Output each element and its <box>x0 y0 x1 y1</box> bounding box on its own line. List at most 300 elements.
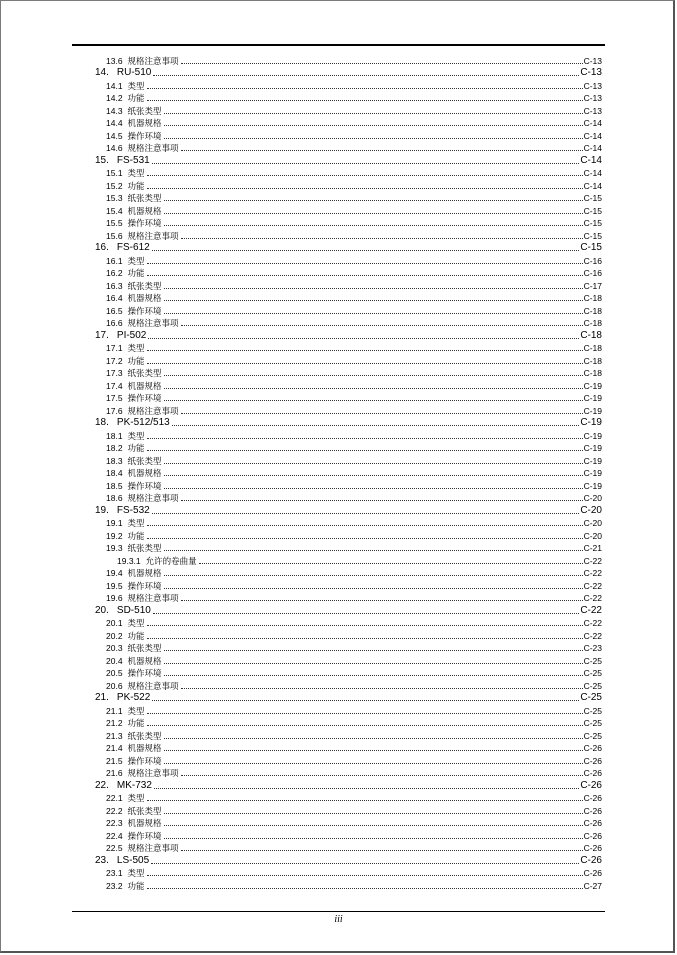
toc-section-entry[interactable] <box>95 104 602 117</box>
dot-leader <box>164 313 583 314</box>
dot-leader <box>147 263 583 264</box>
dot-leader <box>164 200 583 201</box>
toc-entry-page: C-15 <box>580 242 602 253</box>
toc-entry-number: 17.6 <box>106 405 123 416</box>
toc-entry-number: 20.3 <box>106 643 123 653</box>
toc-entry-number: 17.5 <box>106 393 123 403</box>
toc-section-entry[interactable] <box>95 879 602 892</box>
toc-entry-page: C-22 <box>583 618 602 628</box>
toc-entry-title: 纸张类型 <box>127 543 162 553</box>
toc-entry-number: 19.2 <box>106 530 123 541</box>
toc-chapter-entry[interactable] <box>95 242 602 255</box>
dot-leader <box>164 663 583 664</box>
toc-entry-number: 19.4 <box>106 568 123 578</box>
toc-chapter-entry[interactable] <box>95 154 602 167</box>
toc-entry-page: C-19 <box>583 405 602 416</box>
toc-entry-page: C-15 <box>583 230 602 241</box>
toc-section-entry[interactable] <box>95 217 602 230</box>
toc-entry-title: 操作环境 <box>127 393 162 403</box>
dot-leader <box>164 388 583 389</box>
toc-entry-number: 21.5 <box>106 755 123 766</box>
toc-entry-title: 类型 <box>127 255 145 266</box>
toc-section-entry[interactable] <box>95 267 602 280</box>
dot-leader <box>164 375 583 376</box>
toc-chapter-entry[interactable] <box>95 779 602 792</box>
toc-entry-title: 机器规格 <box>127 205 162 216</box>
toc-entry-title: RU-510 <box>116 67 152 78</box>
dot-leader <box>181 413 583 414</box>
toc-entry-page: C-21 <box>583 543 602 553</box>
toc-entry-page: C-15 <box>583 218 602 228</box>
toc-entry-page: C-14 <box>583 118 602 128</box>
toc-entry-page: C-13 <box>583 55 602 66</box>
toc-entry-title: 机器规格 <box>127 293 162 303</box>
toc-section-entry[interactable] <box>95 867 602 880</box>
toc-entry-title: PI-502 <box>116 329 147 341</box>
toc-section-entry[interactable] <box>95 567 602 580</box>
dot-leader <box>164 475 583 476</box>
dot-leader <box>151 863 579 864</box>
dot-leader <box>181 238 583 239</box>
dot-leader <box>164 575 583 576</box>
toc-entry-title: 功能 <box>127 718 145 728</box>
toc-entry-title: 纸张类型 <box>127 805 162 816</box>
toc-entry-page: C-19 <box>583 443 602 453</box>
dot-leader <box>164 763 583 764</box>
toc-entry-page: C-14 <box>583 168 602 178</box>
toc-entry-title: 纸张类型 <box>127 455 162 466</box>
toc-entry-title: 类型 <box>127 793 145 803</box>
toc-entry-number: 16.4 <box>106 293 123 303</box>
toc-entry-title: 允许的卷曲量 <box>145 555 197 566</box>
dot-leader <box>181 150 583 151</box>
toc-entry-title: 操作环境 <box>127 668 162 678</box>
dot-leader <box>181 688 583 689</box>
dot-leader <box>147 888 583 889</box>
toc-subsection-entry[interactable] <box>95 554 602 567</box>
toc-entry-number: 18. <box>95 417 109 428</box>
dot-leader <box>164 288 583 289</box>
toc-entry-title: 规格注意事项 <box>127 768 179 778</box>
dot-leader <box>181 63 583 64</box>
toc-entry-page: C-26 <box>583 768 602 778</box>
dot-leader <box>164 125 583 126</box>
toc-entry-page: C-26 <box>583 818 602 828</box>
toc-section-entry[interactable] <box>95 179 602 192</box>
dot-leader <box>147 363 583 364</box>
toc-section-entry[interactable] <box>95 254 602 267</box>
toc-entry-page: C-22 <box>583 580 602 591</box>
toc-section-entry[interactable] <box>95 804 602 817</box>
dot-leader <box>181 325 583 326</box>
toc-section-entry[interactable] <box>95 642 602 655</box>
toc-entry-number: 16. <box>95 242 109 253</box>
toc-entry-number: 22.2 <box>106 805 123 816</box>
toc-section-entry[interactable] <box>95 492 602 505</box>
toc-entry-title: 机器规格 <box>127 118 162 128</box>
toc-entry-number: 20.1 <box>106 618 123 628</box>
toc-entry-number: 15.5 <box>106 218 123 228</box>
dot-leader <box>147 275 583 276</box>
toc-section-entry[interactable] <box>95 729 602 742</box>
toc-entry-title: 类型 <box>127 430 145 441</box>
toc-entry-number: 17.4 <box>106 380 123 391</box>
toc-entry-number: 14.3 <box>106 105 123 116</box>
toc-entry-page: C-25 <box>583 730 602 741</box>
toc-entry-number: 22. <box>95 779 109 791</box>
toc-entry-page: C-20 <box>580 504 602 516</box>
toc-entry-page: C-16 <box>583 268 602 278</box>
toc-section-entry[interactable] <box>95 792 602 805</box>
dot-leader <box>147 88 583 89</box>
toc-entry-title: 纸张类型 <box>127 105 162 116</box>
dot-leader <box>147 350 583 351</box>
toc-entry-page: C-26 <box>583 755 602 766</box>
toc-entry-page: C-26 <box>583 743 602 753</box>
toc-entry-page: C-18 <box>583 355 602 366</box>
toc-entry-page: C-19 <box>580 417 602 428</box>
toc-entry-number: 20.5 <box>106 668 123 678</box>
toc-entry-number: 19. <box>95 504 109 516</box>
toc-section-entry[interactable] <box>95 367 602 380</box>
toc-entry-number: 22.3 <box>106 818 123 828</box>
toc-entry-number: 23.1 <box>106 868 123 878</box>
toc-section-entry[interactable] <box>95 404 602 417</box>
toc-section-entry[interactable] <box>95 142 602 155</box>
toc-entry-title: LS-505 <box>116 854 150 866</box>
toc-entry-title: 规格注意事项 <box>127 843 179 853</box>
toc-entry-title: 机器规格 <box>127 818 162 828</box>
toc-entry-page: C-22 <box>583 555 602 566</box>
toc-entry-page: C-20 <box>583 518 602 528</box>
dot-leader <box>164 738 583 739</box>
toc-entry-number: 22.1 <box>106 793 123 803</box>
dot-leader <box>164 750 583 751</box>
dot-leader <box>147 638 583 639</box>
toc-entry-title: 功能 <box>127 268 145 278</box>
toc-section-entry[interactable] <box>95 442 602 455</box>
toc-entry-page: C-18 <box>580 329 602 341</box>
toc-section-entry[interactable] <box>95 667 602 680</box>
toc-entry-page: C-23 <box>583 643 602 653</box>
toc-section-entry[interactable] <box>95 542 602 555</box>
dot-leader <box>164 675 583 676</box>
toc-entry-title: 功能 <box>127 355 145 366</box>
dot-leader <box>164 138 583 139</box>
dot-leader <box>147 800 583 801</box>
toc-entry-page: C-27 <box>583 880 602 891</box>
toc-entry-title: 操作环境 <box>127 218 162 228</box>
toc-entry-number: 20.4 <box>106 655 123 666</box>
toc-section-entry[interactable] <box>95 679 602 692</box>
toc-entry-title: 机器规格 <box>127 380 162 391</box>
toc-section-entry[interactable] <box>95 317 602 330</box>
dot-leader <box>147 450 583 451</box>
dot-leader <box>181 775 583 776</box>
toc-section-entry[interactable] <box>95 229 602 242</box>
toc-entry-title: FS-612 <box>116 242 150 253</box>
toc-entry-number: 13.6 <box>106 55 123 66</box>
toc-section-entry[interactable] <box>95 842 602 855</box>
dot-leader <box>147 713 583 714</box>
dot-leader <box>152 700 579 701</box>
dot-leader <box>152 513 580 514</box>
toc-entry-number: 14.6 <box>106 143 123 153</box>
toc-entry-title: 机器规格 <box>127 468 162 478</box>
dot-leader <box>164 225 583 226</box>
toc-entry-title: 纸张类型 <box>127 643 162 653</box>
toc-entry-page: C-22 <box>580 604 602 616</box>
toc-section-entry[interactable] <box>95 92 602 105</box>
toc-entry-page: C-13 <box>583 93 602 103</box>
page-number: iii <box>334 914 343 925</box>
toc-entry-title: PK-512/513 <box>116 417 170 428</box>
toc-section-entry[interactable] <box>95 379 602 392</box>
toc-section-entry[interactable] <box>95 292 602 305</box>
toc-entry-number: 15.6 <box>106 230 123 241</box>
toc-entry-page: C-26 <box>583 843 602 853</box>
toc-entry-title: 规格注意事项 <box>127 493 179 503</box>
toc-entry-number: 15.4 <box>106 205 123 216</box>
toc-entry-page: C-14 <box>583 130 602 141</box>
toc-entry-page: C-22 <box>583 568 602 578</box>
toc-entry-page: C-26 <box>583 805 602 816</box>
toc-entry-title: 类型 <box>127 518 145 528</box>
toc-entry-page: C-17 <box>583 280 602 291</box>
header-rule <box>72 44 605 46</box>
dot-leader <box>164 550 583 551</box>
toc-section-entry[interactable] <box>95 342 602 355</box>
toc-entry-title: 操作环境 <box>127 305 162 316</box>
toc-entry-title: 类型 <box>127 168 145 178</box>
toc-entry-number: 20.6 <box>106 680 123 691</box>
dot-leader <box>152 250 580 251</box>
toc-entry-title: 规格注意事项 <box>127 55 179 66</box>
toc-section-entry[interactable] <box>95 392 602 405</box>
toc-entry-title: 纸张类型 <box>127 730 162 741</box>
toc-entry-title: 功能 <box>127 880 145 891</box>
dot-leader <box>164 650 583 651</box>
toc-entry-page: C-19 <box>583 380 602 391</box>
dot-leader <box>164 300 583 301</box>
toc-entry-page: C-18 <box>583 293 602 303</box>
toc-section-entry[interactable] <box>95 429 602 442</box>
toc-entry-number: 19.3.1 <box>117 555 141 566</box>
toc-entry-title: FS-531 <box>116 154 150 166</box>
toc-entry-title: 机器规格 <box>127 655 162 666</box>
dot-leader <box>181 500 583 501</box>
toc-entry-title: 功能 <box>127 180 145 191</box>
dot-leader <box>164 113 583 114</box>
toc-entry-title: 操作环境 <box>127 580 162 591</box>
toc-entry-title: 操作环境 <box>127 755 162 766</box>
dot-leader <box>164 488 583 489</box>
dot-leader <box>164 838 583 839</box>
toc-chapter-entry[interactable] <box>95 504 602 517</box>
toc-entry-page: C-20 <box>583 493 602 503</box>
toc-entry-page: C-25 <box>583 705 602 716</box>
toc-entry-title: 操作环境 <box>127 130 162 141</box>
toc-section-entry[interactable] <box>95 517 602 530</box>
footer-rule <box>72 911 605 912</box>
toc-entry-number: 14. <box>95 67 109 78</box>
toc-section-entry[interactable] <box>95 592 602 605</box>
toc-section-entry[interactable] <box>95 192 602 205</box>
toc-entry-number: 14.1 <box>106 80 123 91</box>
toc-entry-title: 规格注意事项 <box>127 318 179 328</box>
toc-entry-page: C-20 <box>583 530 602 541</box>
toc-entry-title: 规格注意事项 <box>127 143 179 153</box>
dot-leader <box>199 563 583 564</box>
toc-entry-number: 23. <box>95 854 109 866</box>
toc-section-entry[interactable] <box>95 54 602 67</box>
toc-entry-title: 机器规格 <box>127 568 162 578</box>
toc-entry-title: 类型 <box>127 80 145 91</box>
toc-chapter-entry[interactable] <box>95 604 602 617</box>
dot-leader <box>164 463 583 464</box>
toc-entry-number: 19.3 <box>106 543 123 553</box>
toc-section-entry[interactable] <box>95 117 602 130</box>
dot-leader <box>147 538 583 539</box>
dot-leader <box>154 788 579 789</box>
toc-entry-page: C-14 <box>580 154 602 166</box>
toc-section-entry[interactable] <box>95 829 602 842</box>
toc-entry-title: SD-510 <box>116 604 151 616</box>
toc-entry-number: 16.2 <box>106 268 123 278</box>
toc-entry-title: 操作环境 <box>127 830 162 841</box>
dot-leader <box>153 613 580 614</box>
toc-entry-number: 15. <box>95 154 109 166</box>
toc-entry-title: 规格注意事项 <box>127 593 179 603</box>
toc-entry-number: 21.1 <box>106 705 123 716</box>
toc-section-entry[interactable] <box>95 767 602 780</box>
toc-entry-page: C-13 <box>583 80 602 91</box>
toc-entry-page: C-26 <box>580 779 602 791</box>
toc-chapter-entry[interactable] <box>95 67 602 80</box>
toc-entry-number: 19.1 <box>106 518 123 528</box>
toc-entry-page: C-26 <box>583 793 602 803</box>
toc-entry-number: 22.5 <box>106 843 123 853</box>
toc-entry-page: C-15 <box>583 193 602 203</box>
toc-entry-number: 19.5 <box>106 580 123 591</box>
toc-section-entry[interactable] <box>95 279 602 292</box>
toc-entry-number: 14.2 <box>106 93 123 103</box>
dot-leader <box>181 600 583 601</box>
toc-entry-page: C-19 <box>583 480 602 491</box>
toc-entry-number: 17.3 <box>106 368 123 378</box>
dot-leader <box>164 588 583 589</box>
dot-leader <box>147 438 583 439</box>
toc-chapter-entry[interactable] <box>95 854 602 867</box>
table-of-contents <box>95 54 602 892</box>
toc-entry-page: C-19 <box>583 393 602 403</box>
toc-section-entry[interactable] <box>95 629 602 642</box>
toc-entry-number: 15.2 <box>106 180 123 191</box>
toc-entry-page: C-14 <box>583 180 602 191</box>
toc-section-entry[interactable] <box>95 742 602 755</box>
dot-leader <box>148 338 579 339</box>
dot-leader <box>164 400 583 401</box>
toc-section-entry[interactable] <box>95 717 602 730</box>
toc-section-entry[interactable] <box>95 617 602 630</box>
toc-section-entry[interactable] <box>95 129 602 142</box>
toc-entry-title: 纸张类型 <box>127 280 162 291</box>
toc-section-entry[interactable] <box>95 704 602 717</box>
toc-entry-page: C-16 <box>583 255 602 266</box>
dot-leader <box>164 813 583 814</box>
toc-entry-page: C-18 <box>583 318 602 328</box>
toc-entry-title: 类型 <box>127 618 145 628</box>
toc-section-entry[interactable] <box>95 754 602 767</box>
toc-entry-number: 21.2 <box>106 718 123 728</box>
toc-entry-number: 18.5 <box>106 480 123 491</box>
toc-entry-number: 20.2 <box>106 630 123 641</box>
toc-entry-title: 机器规格 <box>127 743 162 753</box>
toc-section-entry[interactable] <box>95 479 602 492</box>
toc-entry-number: 14.4 <box>106 118 123 128</box>
toc-entry-number: 18.2 <box>106 443 123 453</box>
toc-entry-number: 21. <box>95 692 109 703</box>
toc-section-entry[interactable] <box>95 467 602 480</box>
toc-entry-page: C-13 <box>580 67 602 78</box>
toc-entry-page: C-13 <box>583 105 602 116</box>
toc-entry-number: 17.1 <box>106 343 123 353</box>
dot-leader <box>147 875 583 876</box>
toc-entry-page: C-14 <box>583 143 602 153</box>
toc-entry-page: C-26 <box>583 868 602 878</box>
toc-entry-number: 18.6 <box>106 493 123 503</box>
toc-section-entry[interactable] <box>95 354 602 367</box>
toc-entry-number: 20. <box>95 604 109 616</box>
toc-entry-page: C-25 <box>580 692 602 703</box>
toc-entry-page: C-19 <box>583 430 602 441</box>
toc-entry-page: C-26 <box>580 854 602 866</box>
dot-leader <box>147 188 583 189</box>
toc-entry-number: 21.3 <box>106 730 123 741</box>
toc-entry-number: 15.3 <box>106 193 123 203</box>
toc-chapter-entry[interactable] <box>95 417 602 430</box>
toc-entry-page: C-25 <box>583 655 602 666</box>
toc-entry-number: 16.6 <box>106 318 123 328</box>
toc-section-entry[interactable] <box>95 204 602 217</box>
dot-leader <box>164 825 583 826</box>
toc-entry-number: 18.1 <box>106 430 123 441</box>
toc-section-entry[interactable] <box>95 304 602 317</box>
toc-section-entry[interactable] <box>95 454 602 467</box>
dot-leader <box>172 425 580 426</box>
toc-entry-title: 规格注意事项 <box>127 230 179 241</box>
toc-chapter-entry[interactable] <box>95 692 602 705</box>
toc-entry-number: 17.2 <box>106 355 123 366</box>
toc-section-entry[interactable] <box>95 529 602 542</box>
toc-entry-title: 类型 <box>127 705 145 716</box>
toc-section-entry[interactable] <box>95 579 602 592</box>
toc-section-entry[interactable] <box>95 817 602 830</box>
dot-leader <box>164 213 583 214</box>
toc-chapter-entry[interactable] <box>95 329 602 342</box>
dot-leader <box>147 725 583 726</box>
dot-leader <box>147 625 583 626</box>
dot-leader <box>152 163 580 164</box>
toc-entry-page: C-22 <box>583 593 602 603</box>
toc-section-entry[interactable] <box>95 79 602 92</box>
toc-entry-title: MK-732 <box>116 779 152 791</box>
toc-entry-page: C-22 <box>583 630 602 641</box>
toc-section-entry[interactable] <box>95 654 602 667</box>
toc-entry-title: 纸张类型 <box>127 368 162 378</box>
toc-entry-number: 18.4 <box>106 468 123 478</box>
toc-section-entry[interactable] <box>95 167 602 180</box>
